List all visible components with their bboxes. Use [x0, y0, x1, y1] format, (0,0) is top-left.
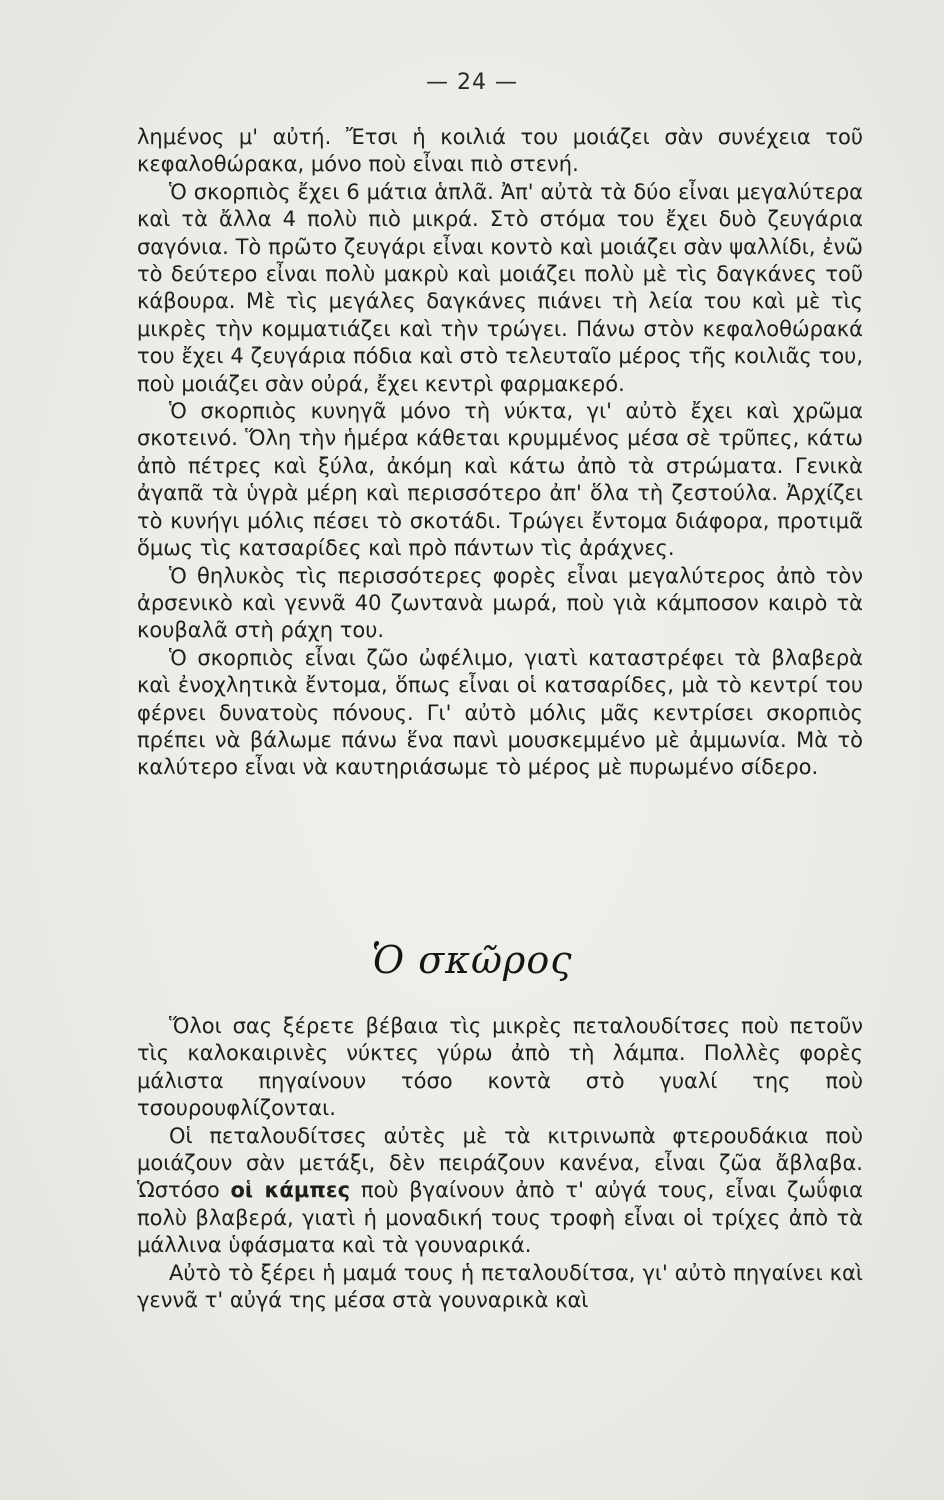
paragraph: Αὐτὸ τὸ ξέρει ἡ μαμά τους ἡ πεταλουδίτσα, γι' αὐτὸ πηγαίνει καὶ γεννᾶ τ' αὐγά της μέσα στὰ γουναρικὰ καὶ	[137, 1260, 863, 1313]
bold-term: οἱ κάμπες	[230, 1178, 351, 1203]
scorpion-text-block	[137, 124, 863, 782]
paragraph-text: Οἱ πεταλουδίτσες αὐτὲς μὲ τὰ κιτρινωπὰ φτερουδάκια ποὺ μοιάζουν σὰν μετάξι, δὲν πειράζουν κανένα, εἶναι ζῶα ἄβλαβα. Ὡστόσο	[137, 1123, 863, 1203]
moth-text-block	[137, 1013, 863, 1314]
paragraph: Ὁ σκορπιὸς εἶναι ζῶο ὠφέλιμο, γιατὶ καταστρέφει τὰ βλαβερὰ καὶ ἐνοχλητικὰ ἔντομα, ὅπως εἶναι οἱ κατσαρίδες, μὰ τὸ κεντρί του φέρνει δυνατοὺς πόνους. Γι' αὐτὸ μόλις μᾶς κεντρίσει σκορπιὸς πρέπει νὰ βάλωμε πάνω ἕνα πανὶ μουσκεμμένο μὲ ἀμμωνία. Μὰ τὸ καλύτερο εἶναι νὰ καυτηριάσωμε τὸ μέρος μὲ πυρωμένο σίδερο.	[137, 645, 863, 780]
page-number: — 24 —	[426, 70, 518, 95]
paragraph-text: ποὺ βγαίνουν ἀπὸ τ' αὐγά τους, εἶναι ζωΰφια πολὺ βλαβερά, γιατὶ ἡ μοναδική τους τροφὴ εἶναι οἱ τρίχες ἀπὸ τὰ μάλλινα ὑφάσματα καὶ τὰ γουναρικά.	[137, 1178, 863, 1258]
paragraph: λημένος μ' αὐτή. Ἔτσι ἡ κοιλιά του μοιάζει σὰν συνέχεια τοῦ κεφαλοθώρακα, μόνο ποὺ εἶναι πιὸ στενή.	[137, 125, 863, 177]
paragraph: Ὁ σκορπιὸς ἔχει 6 μάτια ἁπλᾶ. Ἀπ' αὐτὰ τὰ δύο εἶναι μεγαλύτερα καὶ τὰ ἄλλα 4 πολὺ πιὸ μικρά. Στὸ στόμα του ἔχει δυὸ ζευγάρια σαγόνια. Τὸ πρῶτο ζευγάρι εἶναι κοντὸ καὶ μοιάζει σὰν ψαλλίδι, ἐνῶ τὸ δεύτερο εἶναι πολὺ μακρὺ καὶ μοιάζει πολὺ μὲ τὶς δαγκάνες τοῦ κάβουρα. Μὲ τὶς μεγάλες δαγκάνες πιάνει τὴ λεία του καὶ μὲ τὶς μικρὲς τὴν κομματιάζει καὶ τὴν τρώγει. Πάνω στὸν κεφαλοθώρακά του ἔχει 4 ζευγάρια πόδια καὶ στὸ τελευταῖο μέρος τῆς κοιλιᾶς του, ποὺ μοιάζει σὰν οὐρά, ἔχει κεντρὶ φαρμακερό.	[137, 179, 863, 396]
paragraph: Ὅλοι σας ξέρετε βέβαια τὶς μικρὲς πεταλουδίτσες ποὺ πετοῦν τὶς καλοκαιρινὲς νύκτες γύρω ἀπὸ τὴ λάμπα. Πολλὲς φορὲς μάλιστα πηγαίνουν τόσο κοντὰ στὸ γυαλί της ποὺ τσουρουφλίζονται.	[137, 1014, 863, 1121]
paragraph	[137, 1123, 863, 1260]
paragraph: Ὁ σκορπιὸς κυνηγᾶ μόνο τὴ νύκτα, γι' αὐτὸ ἔχει καὶ χρῶμα σκοτεινό. Ὅλη τὴν ἡμέρα κάθεται κρυμμένος μέσα σὲ τρῦπες, κάτω ἀπὸ πέτρες καὶ ξύλα, ἀκόμη καὶ κάτω ἀπὸ τὰ στρώματα. Γενικὰ ἀγαπᾶ τὰ ὑγρὰ μέρη καὶ περισσότερο ἀπ' ὅλα τὴ ζεστούλα. Ἀρχίζει τὸ κυνήγι μόλις πέσει τὸ σκοτάδι. Τρώγει ἔντομα διάφορα, προτιμᾶ ὅμως τὶς κατσαρίδες καὶ πρὸ πάντων τὶς ἀράχνες.	[137, 399, 863, 561]
section-title: Ὁ σκῶρος	[371, 938, 573, 982]
paragraph: Ὁ θηλυκὸς τὶς περισσότερες φορὲς εἶναι μεγαλύτερος ἀπὸ τὸν ἀρσενικὸ καὶ γεννᾶ 40 ζωντανὰ μωρά, ποὺ γιὰ κάμποσον καιρὸ τὰ κουβαλᾶ στὴ ράχη του.	[137, 563, 863, 643]
